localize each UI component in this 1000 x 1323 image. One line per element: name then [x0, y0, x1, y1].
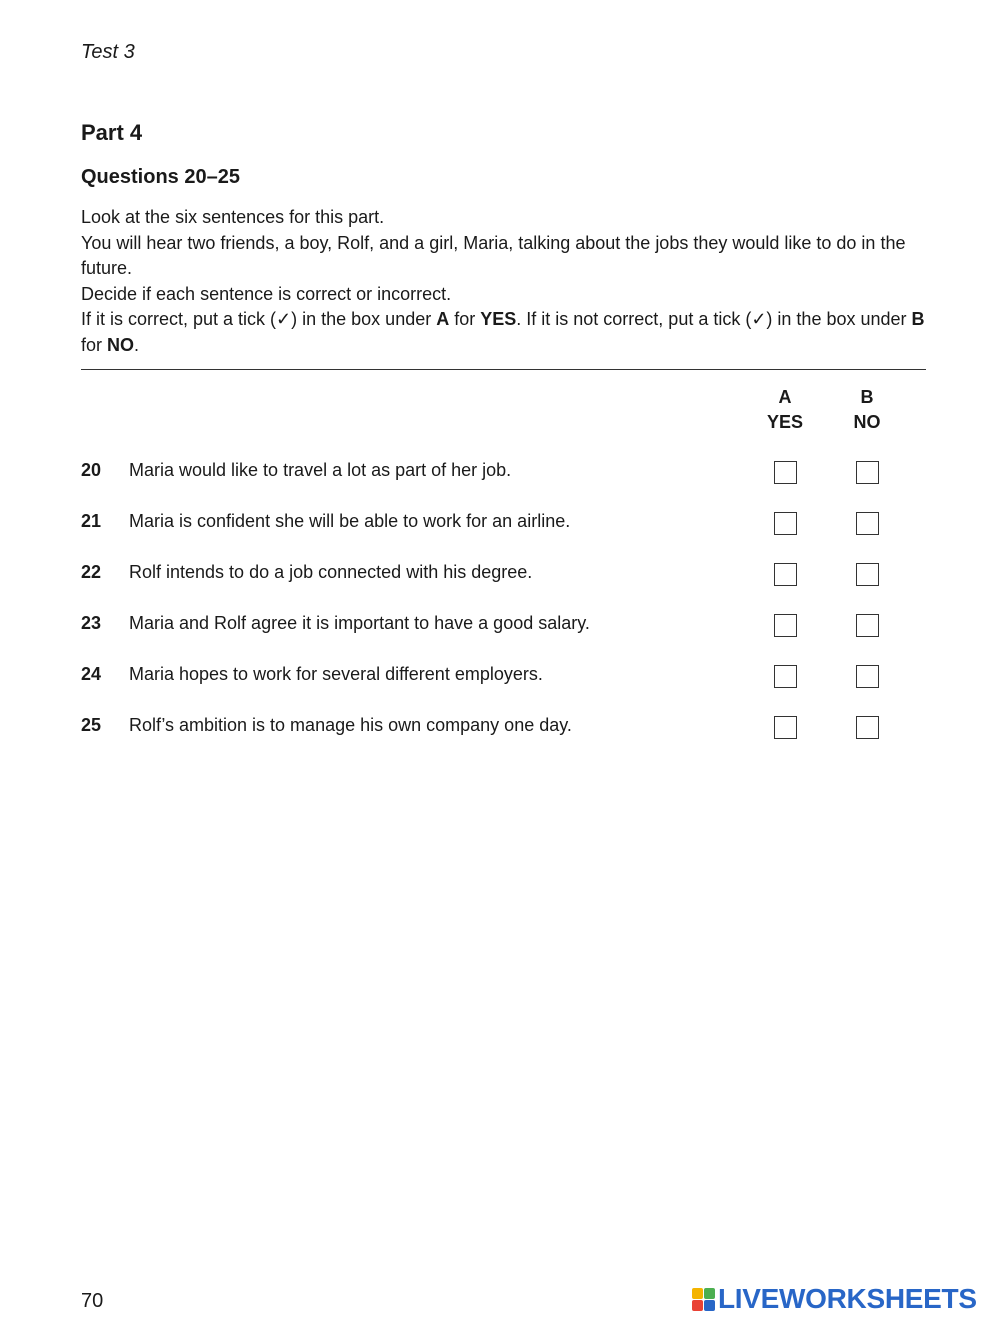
question-row — [0, 701, 1000, 752]
column-header-no — [832, 385, 902, 435]
column-letter: B — [860, 387, 874, 407]
yes-checkbox[interactable] — [774, 461, 797, 484]
column-label: NO — [853, 412, 881, 432]
instruction-line: If it is correct, put a tick (✓) in the box under A for YES. If it is not correct, put a tick (✓) in the box under B for NO. — [81, 309, 925, 355]
logo-square — [692, 1288, 703, 1299]
yes-checkbox[interactable] — [774, 716, 797, 739]
running-head: Test 3 — [81, 41, 135, 63]
no-checkbox[interactable] — [856, 461, 879, 484]
section-divider — [81, 369, 926, 370]
questions-title: Questions 20–25 — [81, 166, 240, 188]
instruction-line: Look at the six sentences for this part. — [81, 207, 385, 227]
no-checkbox[interactable] — [856, 716, 879, 739]
question-number: 20 — [81, 460, 102, 480]
no-checkbox[interactable] — [856, 665, 879, 688]
question-row — [0, 599, 1000, 650]
logo-text: LIVEWORKSHEETS — [718, 1283, 977, 1314]
question-number: 21 — [81, 511, 102, 531]
question-row — [0, 548, 1000, 599]
yes-checkbox[interactable] — [774, 614, 797, 637]
question-text: Maria is confident she will be able to work for an airline. — [129, 511, 571, 531]
logo-square — [704, 1288, 715, 1299]
column-header-yes — [750, 385, 820, 435]
question-list — [0, 446, 1000, 752]
yes-checkbox[interactable] — [774, 512, 797, 535]
question-text: Maria and Rolf agree it is important to have a good salary. — [129, 613, 590, 633]
question-text: Maria would like to travel a lot as part of her job. — [129, 460, 512, 480]
no-checkbox[interactable] — [856, 512, 879, 535]
column-letter: A — [778, 387, 792, 407]
yes-checkbox[interactable] — [774, 665, 797, 688]
question-text: Rolf’s ambition is to manage his own company one day. — [129, 715, 572, 735]
logo-square — [704, 1300, 715, 1311]
question-row — [0, 446, 1000, 497]
liveworksheets-logo-icon — [692, 1288, 715, 1311]
question-number: 24 — [81, 664, 102, 684]
no-checkbox[interactable] — [856, 563, 879, 586]
question-text: Maria hopes to work for several different employers. — [129, 664, 543, 684]
question-row — [0, 650, 1000, 701]
yes-checkbox[interactable] — [774, 563, 797, 586]
instruction-line: Decide if each sentence is correct or incorrect. — [81, 283, 452, 304]
liveworksheets-logo[interactable] — [692, 1284, 977, 1314]
instructions — [81, 205, 931, 358]
page-number: 70 — [81, 1290, 104, 1312]
part-title: Part 4 — [81, 120, 143, 145]
logo-square — [692, 1300, 703, 1311]
question-text: Rolf intends to do a job connected with his degree. — [129, 562, 533, 582]
question-number: 22 — [81, 562, 102, 582]
question-row — [0, 497, 1000, 548]
question-number: 25 — [81, 715, 102, 735]
question-number: 23 — [81, 613, 102, 633]
column-label: YES — [766, 412, 804, 432]
no-checkbox[interactable] — [856, 614, 879, 637]
instruction-line: You will hear two friends, a boy, Rolf, and a girl, Maria, talking about the jobs they would like to do in the future. — [81, 232, 906, 278]
